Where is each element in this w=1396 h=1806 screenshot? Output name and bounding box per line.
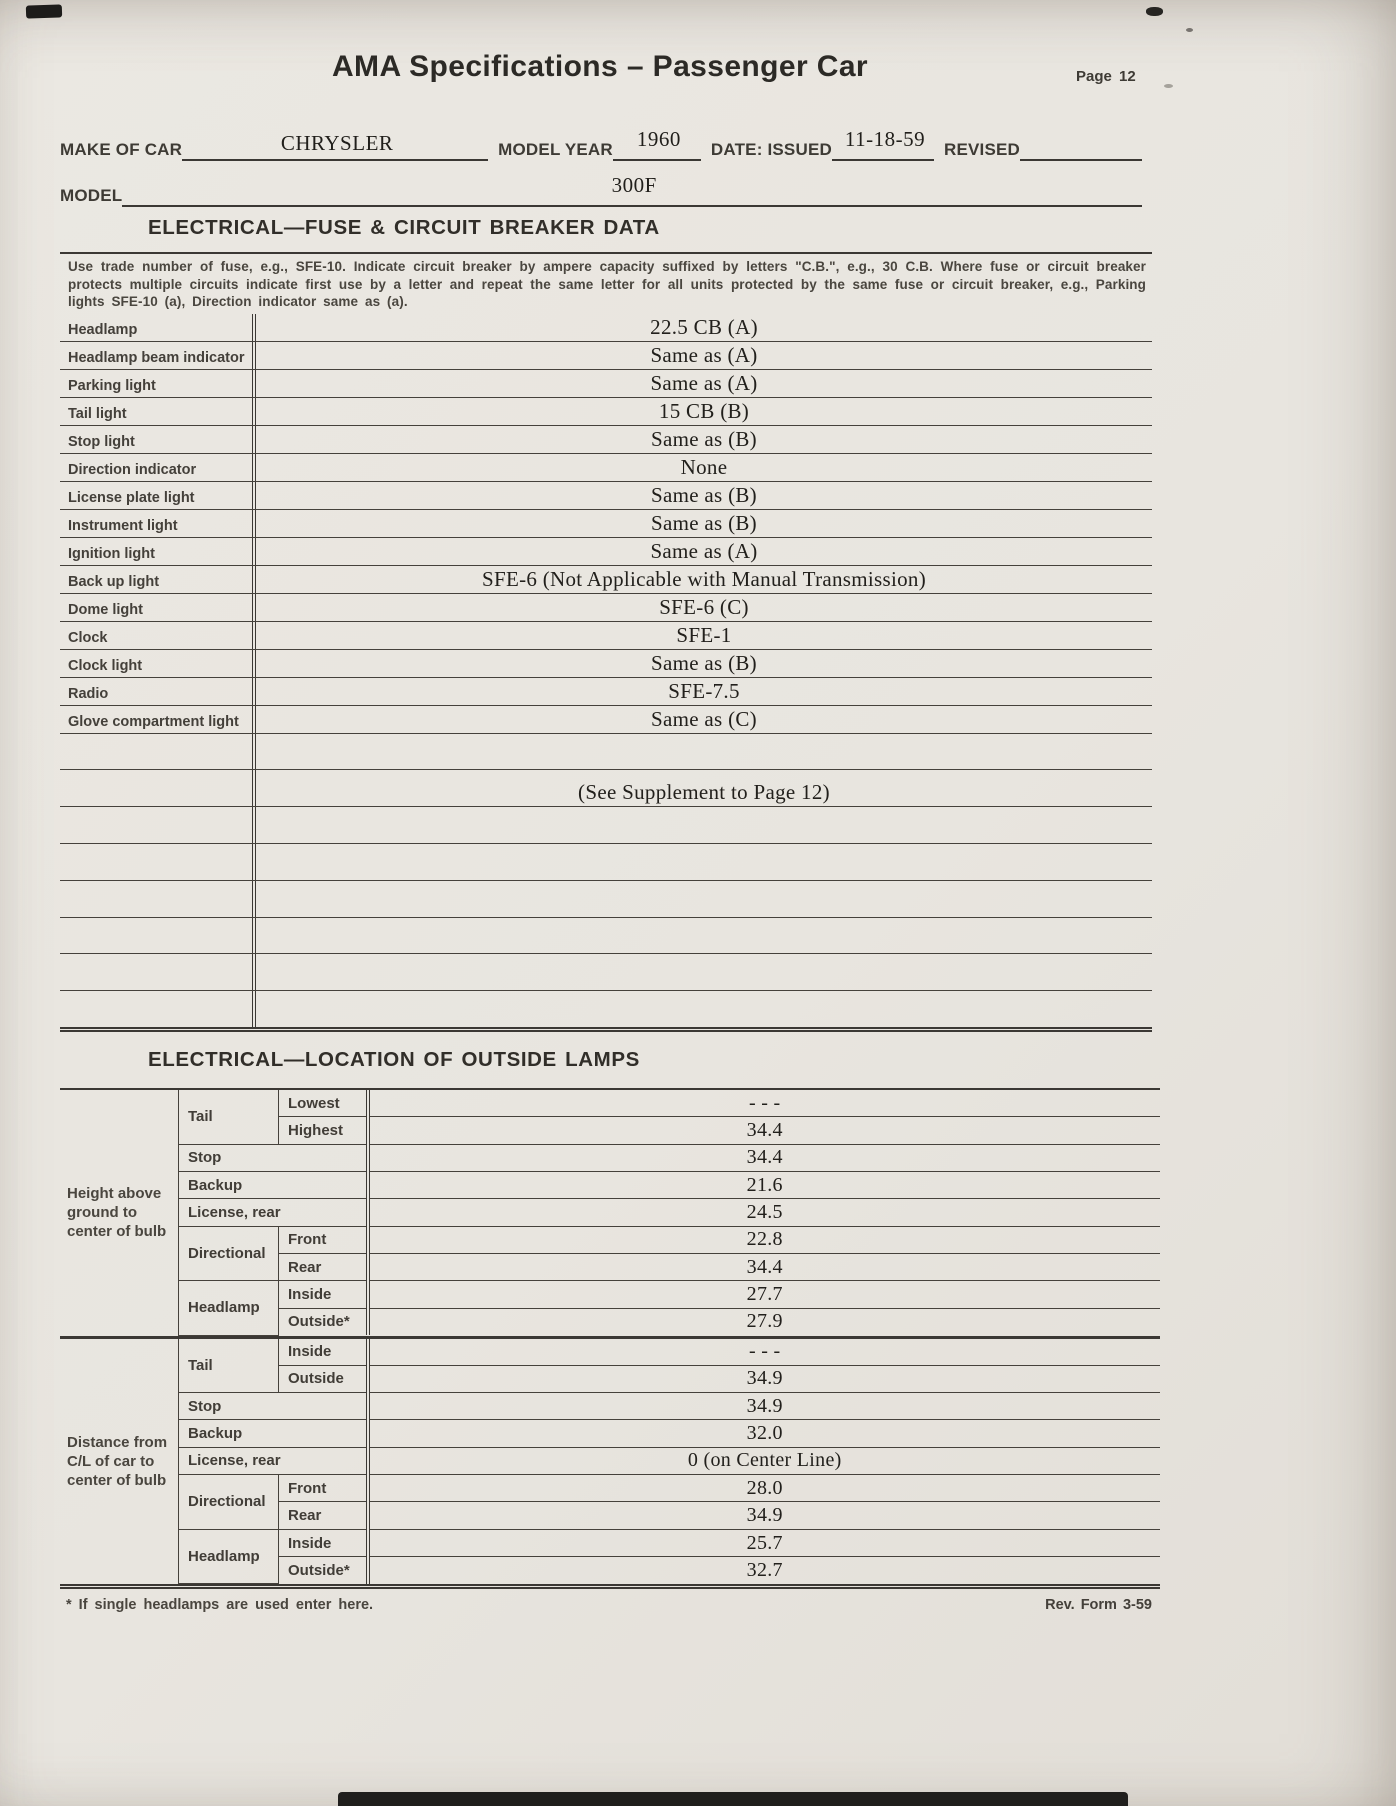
fuse-row [60, 594, 1152, 622]
date-issued-field [832, 127, 934, 161]
fuse-row [60, 991, 1152, 1027]
lamp-value-cell: 24.5 [368, 1199, 1161, 1226]
lamp-sub-cell: Highest [279, 1117, 368, 1144]
lamp-row [179, 1226, 1161, 1253]
lamp-row [179, 1475, 1161, 1502]
scan-mark-top-right [1146, 7, 1163, 16]
lamp-group-label: Distance from C/L of car to center of bulb [67, 1433, 168, 1489]
lamp-row [179, 1447, 1161, 1474]
fuse-row [60, 954, 1152, 991]
model-year-field [613, 127, 701, 161]
lamp-value-cell: 34.9 [368, 1393, 1161, 1420]
fuse-row [60, 398, 1152, 426]
fuse-row-label: Dome light [60, 594, 256, 621]
fuse-row-value: Same as (B) [651, 510, 757, 535]
lamp-category-cell: Tail [179, 1090, 279, 1144]
lamp-row [179, 1557, 1161, 1584]
fuse-row-value [256, 879, 1152, 880]
fuse-row [60, 482, 1152, 510]
fuse-row-label: Tail light [60, 398, 256, 425]
lamp-row [179, 1171, 1161, 1198]
lamp-group-grid [178, 1090, 1160, 1336]
fuse-row-value [256, 842, 1152, 843]
fuse-row [60, 510, 1152, 538]
lamp-value-cell: 34.4 [368, 1117, 1161, 1144]
fuse-row-label [60, 991, 256, 1027]
lamp-row [179, 1393, 1161, 1420]
fuse-row [60, 314, 1152, 342]
lamp-category-cell: Backup [179, 1420, 368, 1447]
fuse-row [60, 426, 1152, 454]
model-row [60, 173, 1142, 207]
make-of-car-label: MAKE OF CAR [60, 140, 183, 159]
fuse-row-label [60, 954, 256, 990]
fuse-row [60, 454, 1152, 482]
lamp-group-label: Height above ground to center of bulb [67, 1185, 167, 1241]
make-of-car-value: CHRYSLER [280, 131, 394, 155]
lamp-category-cell: Directional [179, 1226, 279, 1281]
fuse-row-value: 22.5 CB (A) [650, 314, 758, 339]
lamps-section-heading: ELECTRICAL—LOCATION OF OUTSIDE LAMPS [148, 1048, 640, 1071]
fuse-row-value [256, 1026, 1152, 1027]
model-value: 300F [611, 173, 657, 197]
lamp-value-cell: 21.6 [368, 1171, 1161, 1198]
model-label: MODEL [60, 186, 123, 205]
fuse-row-label [60, 918, 256, 954]
lamp-value-cell: - - - [368, 1339, 1161, 1366]
fuse-row-label: Stop light [60, 426, 256, 453]
fuse-row-label [60, 881, 256, 917]
lamp-row [179, 1253, 1161, 1280]
lamp-row [179, 1117, 1161, 1144]
fuse-row-value: SFE-6 (Not Applicable with Manual Transmission) [481, 566, 926, 591]
lamp-value-cell: 27.9 [368, 1308, 1161, 1335]
lamp-category-cell: License, rear [179, 1447, 368, 1474]
lamp-row [179, 1502, 1161, 1529]
page-title: AMA Specifications – Passenger Car [331, 50, 868, 83]
fuse-row [60, 918, 1152, 955]
scan-speck [1186, 28, 1193, 32]
fuse-row-value [256, 989, 1152, 990]
revised-label: REVISED [943, 140, 1021, 159]
lamp-value-cell: 0 (on Center Line) [368, 1447, 1161, 1474]
lamp-sub-cell: Inside [279, 1339, 368, 1366]
lamp-sub-cell: Front [279, 1226, 368, 1253]
fuse-row [60, 881, 1152, 918]
fuse-row-label: Direction indicator [60, 454, 256, 481]
scan-mark-top-left [26, 4, 62, 18]
lamp-sub-cell: Inside [279, 1281, 368, 1308]
form-number: Rev. Form 3-59 [1045, 1597, 1152, 1613]
fuse-row-label [60, 807, 256, 843]
lamp-category-cell: Directional [179, 1475, 279, 1530]
make-of-car-field [182, 131, 488, 161]
fuse-row [60, 807, 1152, 844]
lamp-group-height [60, 1090, 1160, 1339]
fuse-row-value [256, 768, 1152, 769]
lamp-group-grid [178, 1339, 1160, 1585]
lamp-sub-cell: Rear [279, 1253, 368, 1280]
fuse-row-label: Parking light [60, 370, 256, 397]
lamp-sub-cell: Rear [279, 1502, 368, 1529]
fuse-row-label: Ignition light [60, 538, 256, 565]
lamp-category-cell: Tail [179, 1339, 279, 1393]
lamp-sub-cell: Outside* [279, 1308, 368, 1335]
fuse-row-value: SFE-6 (C) [659, 594, 749, 619]
header-fields-row [60, 127, 1142, 161]
lamp-row [179, 1144, 1161, 1171]
fuse-row [60, 566, 1152, 594]
fuse-row-value: Same as (B) [651, 482, 757, 507]
fuse-row [60, 342, 1152, 370]
fuse-table-rows [60, 314, 1152, 1028]
revised-field [1020, 134, 1142, 161]
model-year-value: 1960 [636, 127, 681, 151]
lamp-sub-cell: Lowest [279, 1090, 368, 1117]
lamp-sub-cell: Outside [279, 1365, 368, 1392]
fuse-row-value: Same as (C) [651, 706, 757, 731]
lamp-row [179, 1365, 1161, 1392]
lamp-value-cell: 27.7 [368, 1281, 1161, 1308]
fuse-row-value: SFE-1 [676, 622, 732, 647]
lamp-sub-cell: Inside [279, 1529, 368, 1556]
lamp-value-cell: 34.9 [368, 1502, 1161, 1529]
fuse-row-label [60, 734, 256, 770]
fuse-row [60, 770, 1152, 807]
fuse-row [60, 706, 1152, 734]
lamp-group-distance [60, 1339, 1160, 1585]
model-year-label: MODEL YEAR [498, 140, 613, 159]
lamp-value-cell: 34.4 [368, 1253, 1161, 1280]
fuse-row-value: 15 CB (B) [658, 398, 750, 423]
lamp-category-cell: Backup [179, 1171, 368, 1198]
date-issued-value: 11-18-59 [844, 127, 926, 151]
scan-bottom-bar [338, 1792, 1128, 1806]
lamp-category-cell: License, rear [179, 1199, 368, 1226]
scan-speck [1164, 84, 1173, 88]
lamp-sub-cell: Outside* [279, 1557, 368, 1584]
lamp-value-cell: 25.7 [368, 1529, 1161, 1556]
lamp-value-cell: 28.0 [368, 1475, 1161, 1502]
lamp-row [179, 1308, 1161, 1335]
fuse-row-value: (See Supplement to Page 12) [578, 780, 830, 805]
fuse-row-label: Clock light [60, 650, 256, 677]
fuse-row [60, 650, 1152, 678]
fuse-row-value: Same as (A) [650, 342, 758, 367]
lamp-category-cell: Headlamp [179, 1529, 279, 1583]
fuse-row-label: Back up light [60, 566, 256, 593]
date-issued-label: DATE: ISSUED [710, 140, 832, 159]
lamp-value-cell: 32.7 [368, 1557, 1161, 1584]
fuse-row [60, 622, 1152, 650]
page-number: Page 12 [1076, 68, 1136, 85]
lamp-row [179, 1529, 1161, 1556]
lamp-row [179, 1281, 1161, 1308]
fuse-row-value: Same as (B) [651, 426, 757, 451]
fuse-row [60, 538, 1152, 566]
fuse-row-label: Headlamp [60, 314, 256, 341]
lamp-value-cell: - - - [368, 1090, 1161, 1117]
fuse-table [60, 252, 1152, 1032]
lamp-row [179, 1090, 1161, 1117]
fuse-row [60, 370, 1152, 398]
fuse-row-label: License plate light [60, 482, 256, 509]
fuse-row-label [60, 844, 256, 880]
lamp-value-cell: 32.0 [368, 1420, 1161, 1447]
footnote: * If single headlamps are used enter here. [66, 1597, 374, 1613]
lamp-value-cell: 22.8 [368, 1226, 1161, 1253]
fuse-row-value: Same as (A) [650, 370, 758, 395]
model-field [122, 173, 1142, 207]
lamp-value-cell: 34.4 [368, 1144, 1161, 1171]
fuse-row-label [60, 770, 256, 806]
fuse-row-label: Headlamp beam indicator [60, 342, 256, 369]
lamp-row [179, 1199, 1161, 1226]
fuse-row-value: Same as (B) [651, 650, 757, 675]
fuse-section-heading: ELECTRICAL—FUSE & CIRCUIT BREAKER DATA [148, 216, 660, 239]
lamp-category-cell: Headlamp [179, 1281, 279, 1335]
fuse-row-label: Instrument light [60, 510, 256, 537]
fuse-instructions: Use trade number of fuse, e.g., SFE-10. Indicate circuit breaker by ampere capacity suffixed by letters "C.B.", e.g., 30 C.B. Where fuse or circuit breaker protects multiple circuits indicate first use by a letter and repeat the same letter for all units protected by the same fuse or circuit breaker, e.g., Parking lights SFE-10 (a), Direction indicator same as (a). [68, 259, 1146, 309]
fuse-row-value: SFE-7.5 [668, 678, 740, 703]
fuse-row-value [256, 952, 1152, 953]
lamp-category-cell: Stop [179, 1144, 368, 1171]
lamp-row [179, 1420, 1161, 1447]
fuse-row [60, 678, 1152, 706]
lamp-category-cell: Stop [179, 1393, 368, 1420]
fuse-row-label: Glove compartment light [60, 706, 256, 733]
lamps-table [60, 1088, 1160, 1589]
fuse-row-value: Same as (A) [650, 538, 758, 563]
fuse-row [60, 734, 1152, 771]
lamp-value-cell: 34.9 [368, 1365, 1161, 1392]
fuse-row-value [256, 916, 1152, 917]
fuse-row-label: Clock [60, 622, 256, 649]
fuse-row-value: None [680, 454, 728, 479]
lamp-sub-cell: Front [279, 1475, 368, 1502]
fuse-row [60, 844, 1152, 881]
lamp-row [179, 1339, 1161, 1366]
fuse-row-label: Radio [60, 678, 256, 705]
